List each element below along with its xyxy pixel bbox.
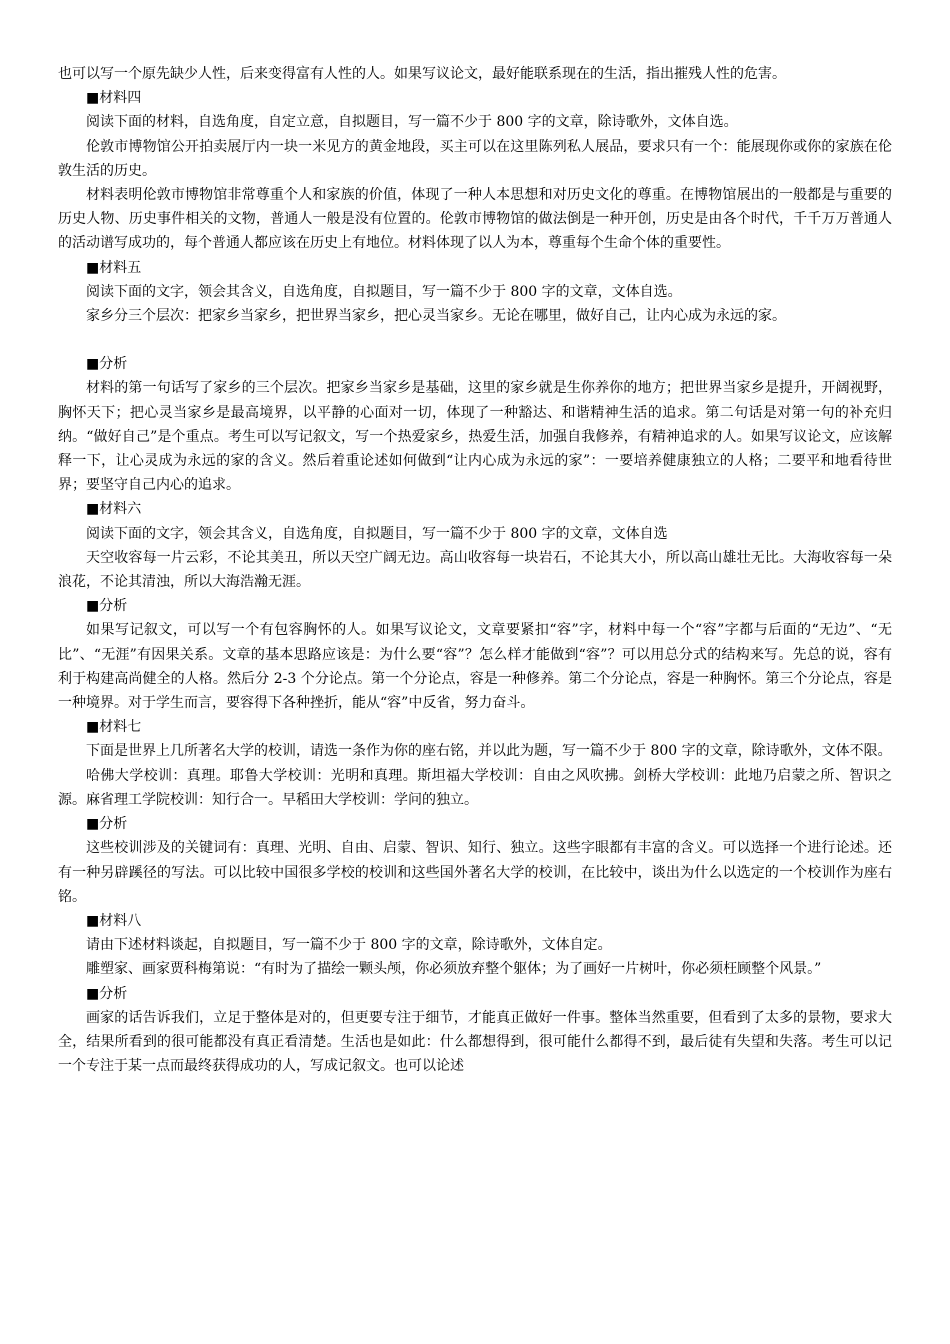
document-page	[58, 62, 892, 1078]
paragraph: 画家的话告诉我们，立足于整体是对的，但更要专注于细节，才能真正做好一件事。整体当然重要，但看到了太多的景物，要求大全，结果所看到的很可能都没有真正看清楚。生活也是如此：什么都想得到，很可能什么都得不到，最后徒有失望和失落。考生可以记一个专注于某一点而最终获得成功的人，写成记叙文。也可以论述	[58, 1009, 892, 1075]
paragraph: 如果写记叙文，可以写一个有包容胸怀的人。如果写议论文，文章要紧扣“容”字，材料中每一个“容”字都与后面的“无边”、“无比”、“无涯”有因果关系。文章的基本思路应该是：为什么要“容”？怎么样才能做到“容”？可以用总分式的结构来写。先总的说，容有利于构建高尚健全的人格。然后分 2-3 个分论点。第一个分论点，容是一种修养。第二个分论点，容是一种胸怀。第三个分论点，容是一种境界。对于学生而言，要容得下各种挫折，能从“容”中反省，努力奋斗。	[58, 622, 892, 712]
paragraph: 雕塑家、画家贾科梅第说：“有时为了描绘一颗头颅，你必须放弃整个躯体；为了画好一片树叶，你必须枉顾整个风景。”	[86, 961, 822, 978]
section-heading: ■分析	[86, 816, 128, 833]
paragraph: 阅读下面的文字，领会其含义，自选角度，自拟题目，写一篇不少于 800 字的文章，文体自选	[86, 525, 668, 542]
paragraph: 材料的第一句话写了家乡的三个层次。把家乡当家乡是基础，这里的家乡就是生你养你的地方；把世界当家乡是提升，开阔视野，胸怀天下；把心灵当家乡是最高境界，以平静的心面对一切，体现了一种豁达、和谐精神生活的追求。第二句话是对第一句的补充归纳。“做好自己”是个重点。考生可以写记叙文，写一个热爱家乡，热爱生活，加强自我修养，有精神追求的人。如果写议论文，应该解释一下，让心灵成为永远的家的含义。然后着重论述如何做到“让内心成为永远的家”：一要培养健康独立的人格；二要平和地看待世界；要坚守自己内心的追求。	[58, 380, 892, 494]
paragraph: 家乡分三个层次：把家乡当家乡，把世界当家乡，把心灵当家乡。无论在哪里，做好自己，让内心成为永远的家。	[86, 308, 786, 325]
paragraph: 请由下述材料谈起，自拟题目，写一篇不少于 800 字的文章，除诗歌外，文体自定。	[86, 937, 612, 954]
paragraph: 阅读下面的文字，领会其含义，自选角度，自拟题目，写一篇不少于 800 字的文章，文体自选。	[86, 283, 682, 300]
paragraph: 哈佛大学校训：真理。耶鲁大学校训：光明和真理。斯坦福大学校训：自由之风吹拂。剑桥大学校训：此地乃启蒙之所、智识之源。麻省理工学院校训：知行合一。早稻田大学校训：学问的独立。	[58, 767, 892, 808]
section-heading: ■分析	[86, 356, 128, 373]
paragraph: 伦敦市博物馆公开拍卖展厅内一块一米见方的黄金地段，买主可以在这里陈列私人展品，要求只有一个：能展现你或你的家族在伦敦生活的历史。	[58, 138, 892, 179]
section-heading: ■材料四	[86, 90, 142, 107]
paragraph: 天空收容每一片云彩，不论其美丑，所以天空广阔无边。高山收容每一块岩石，不论其大小，所以高山雄壮无比。大海收容每一朵浪花，不论其清浊，所以大海浩瀚无涯。	[58, 549, 892, 591]
section-heading: ■材料五	[86, 259, 142, 276]
section-heading: ■材料六	[86, 501, 142, 518]
paragraph: 阅读下面的材料，自选角度，自定立意，自拟题目，写一篇不少于 800 字的文章，除诗歌外，文体自选。	[86, 114, 738, 131]
paragraph: 下面是世界上几所著名大学的校训，请选一条作为你的座右铭，并以此为题，写一篇不少于 800 字的文章，除诗歌外，文体不限。	[86, 743, 892, 760]
paragraph: 这些校训涉及的关键词有：真理、光明、自由、启蒙、智识、知行、独立。这些字眼都有丰富的含义。可以选择一个进行论述。还有一种另辟蹊径的写法。可以比较中国很多学校的校训和这些国外著名大学的校训，在比较中，谈出为什么以选定的一个校训作为座右铭。	[58, 840, 892, 905]
section-heading: ■材料七	[86, 719, 142, 736]
paragraph: 材料表明伦敦市博物馆非常尊重个人和家族的价值，体现了一种人本思想和对历史文化的尊重。在博物馆展出的一般都是与重要的历史人物、历史事件相关的文物，普通人一般是没有位置的。伦敦市博物馆的做法倒是一种开创，历史是由各个时代，千千万万普通人的活动谱写成功的，每个普通人都应该在历史上有地位。材料体现了以人为本，尊重每个生命个体的重要性。	[58, 187, 892, 252]
section-heading: ■分析	[86, 985, 128, 1002]
section-heading: ■材料八	[86, 912, 142, 929]
section-heading: ■分析	[86, 598, 128, 615]
blank-line	[58, 328, 892, 352]
paragraph: 也可以写一个原先缺少人性，后来变得富有人性的人。如果写议论文，最好能联系现在的生活，指出摧残人性的危害。	[58, 66, 786, 82]
